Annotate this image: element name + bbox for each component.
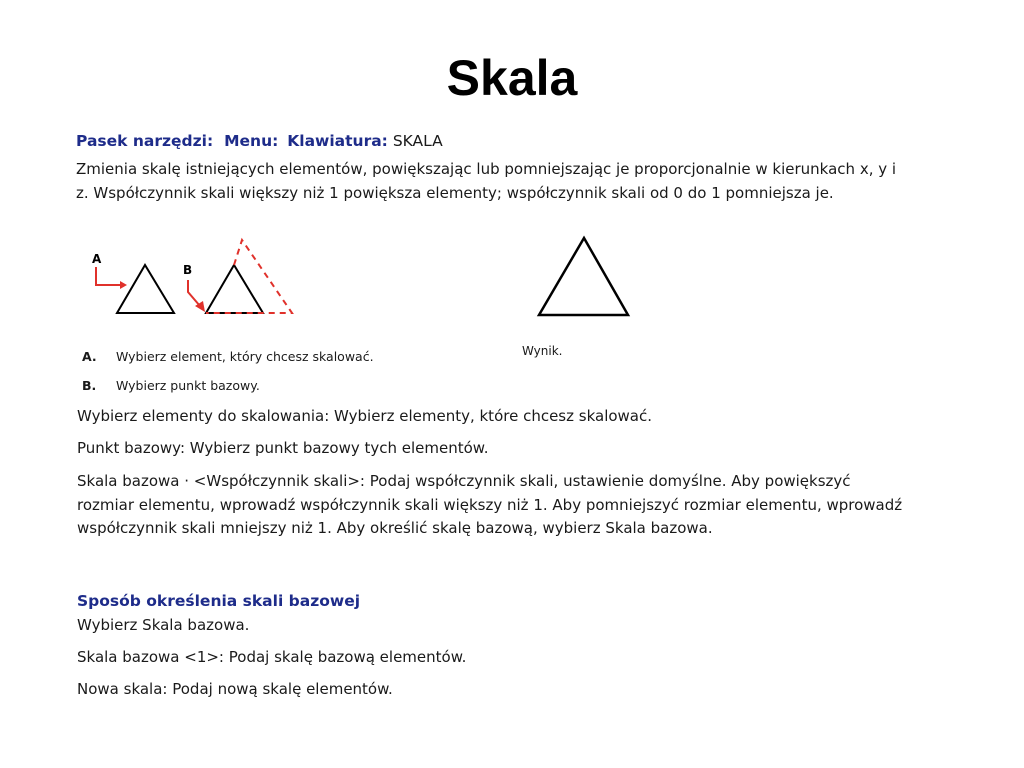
keyboard-value: SKALA bbox=[392, 132, 443, 150]
prompt-base-point: Punkt bazowy: Wybierz punkt bazowy tych elementów. bbox=[77, 439, 489, 457]
step-text: Wybierz punkt bazowy. bbox=[116, 378, 260, 393]
base-scale-heading: Sposób określenia skali bazowej bbox=[77, 592, 361, 610]
step-a bbox=[82, 348, 374, 366]
intro-paragraph: Zmienia skalę istniejących elementów, powiększając lub pomniejszając je proporcjonalnie w kierunkach x, y i z. Współczynnik skali większy niż 1 powiększa elementy; współczynnik skali od 0 do 1 pomniejsza je. bbox=[76, 160, 897, 202]
command-header bbox=[76, 130, 443, 152]
step-b bbox=[82, 377, 260, 395]
scaled-preview-triangle bbox=[206, 240, 292, 313]
prompt-scale-factor: Skala bazowa · <Współczynnik skali>: Podaj współczynnik skali, ustawienie domyślne. Aby powiększyć rozmiar elementu, wprowadź współczynnik skali większy niż 1. Aby pomniejszyć rozmiar elementu, wprowadź współczynnik skali mniejszy niż 1. Aby określić skalę bazową, wybierz Skala bazowa. bbox=[77, 472, 903, 537]
label-a: A bbox=[92, 252, 102, 266]
prompt-select: Wybierz elementy do skalowania: Wybierz elementy, które chcesz skalować. bbox=[77, 407, 653, 425]
pointer-a-head bbox=[120, 281, 127, 289]
pointer-b bbox=[188, 280, 200, 306]
menu-label: Menu: bbox=[224, 132, 279, 150]
toolbar-label: Pasek narzędzi: bbox=[76, 132, 214, 150]
step-text: Wybierz element, który chcesz skalować. bbox=[116, 349, 374, 364]
step-key: B. bbox=[82, 378, 97, 393]
keyboard-label: Klawiatura: bbox=[287, 132, 388, 150]
slide-title: Skala bbox=[446, 50, 578, 106]
step-key: A. bbox=[82, 349, 97, 364]
base-point-triangle bbox=[206, 265, 263, 313]
base-scale-line: Wybierz Skala bazowa. bbox=[77, 616, 250, 634]
base-scale-line: Nowa skala: Podaj nową skalę elementów. bbox=[77, 680, 393, 698]
base-scale-line: Skala bazowa <1>: Podaj skalę bazową elementów. bbox=[77, 648, 467, 666]
label-b: B bbox=[183, 263, 193, 277]
scale-diagram bbox=[80, 232, 640, 327]
original-triangle bbox=[117, 265, 174, 313]
result-label: Wynik. bbox=[522, 344, 563, 358]
pointer-a bbox=[96, 267, 120, 285]
result-triangle bbox=[539, 238, 628, 315]
